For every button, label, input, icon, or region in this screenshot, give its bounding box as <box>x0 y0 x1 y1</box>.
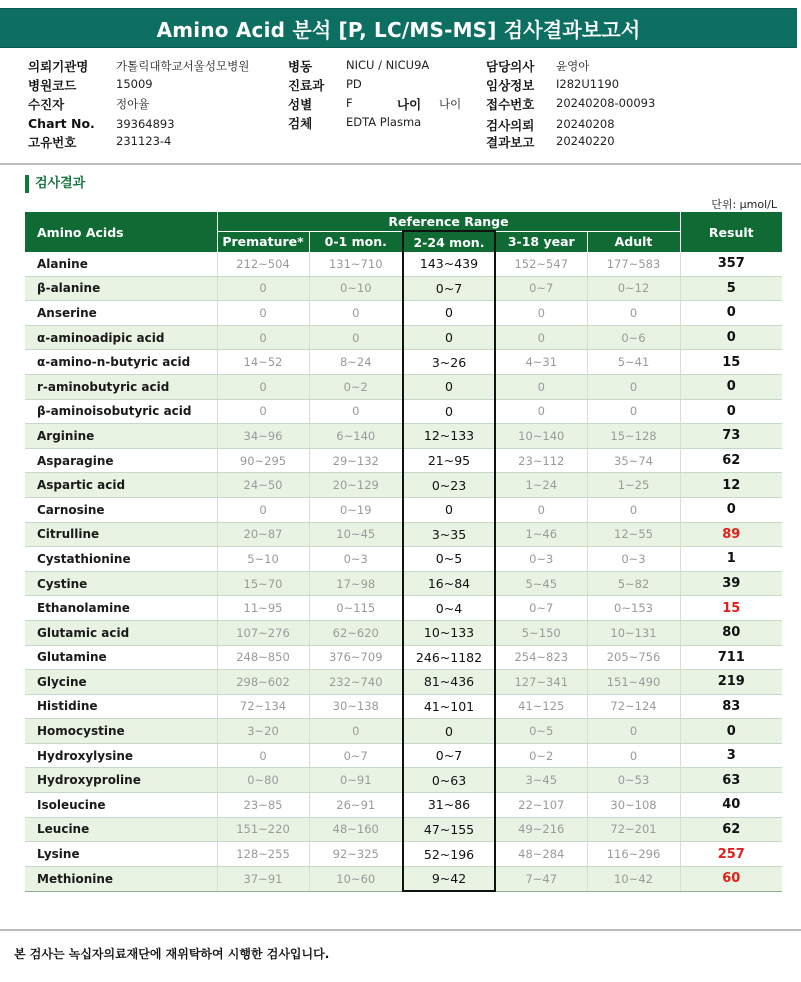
table-row <box>25 325 782 350</box>
amino-acid-name: Glutamine <box>25 645 217 670</box>
reference-range-cell: 4~31 <box>495 350 587 375</box>
reference-range-cell: 10~42 <box>587 866 680 891</box>
report-title: Amino Acid 분석 [P, LC/MS-MS] 검사결과보고서 <box>0 8 797 48</box>
info-value-request-date: 20240208 <box>556 117 615 131</box>
table-row <box>25 620 782 645</box>
info-value-specimen: EDTA Plasma <box>346 115 422 129</box>
reference-range-cell: 12~55 <box>587 522 680 547</box>
reference-range-cell: 3~35 <box>403 522 495 547</box>
reference-range-cell: 10~133 <box>403 620 495 645</box>
reference-range-cell: 0 <box>587 743 680 768</box>
table-row <box>25 547 782 572</box>
info-value-doctor: 윤영아 <box>556 59 590 73</box>
amino-acid-name: Arginine <box>25 424 217 449</box>
table-row <box>25 817 782 842</box>
amino-acid-name: Hydroxylysine <box>25 743 217 768</box>
amino-acid-name: Carnosine <box>25 497 217 522</box>
result-value: 357 <box>680 252 782 276</box>
reference-range-cell: 0~10 <box>309 276 403 301</box>
reference-range-cell: 0~5 <box>495 719 587 744</box>
result-value: 15 <box>680 350 782 375</box>
amino-acid-name: β-alanine <box>25 276 217 301</box>
info-label-institution: 의뢰기관명 <box>28 59 89 74</box>
reference-range-cell: 49~216 <box>495 817 587 842</box>
reference-range-cell: 10~140 <box>495 424 587 449</box>
table-row <box>25 497 782 522</box>
reference-range-cell: 22~107 <box>495 793 587 818</box>
result-value: 15 <box>680 596 782 621</box>
header-adult: Adult <box>587 231 680 252</box>
info-label-specimen: 검체 <box>288 116 313 131</box>
table-row <box>25 448 782 473</box>
divider <box>0 163 801 165</box>
reference-range-cell: 0 <box>309 325 403 350</box>
amino-acid-name: Histidine <box>25 694 217 719</box>
reference-range-cell: 41~125 <box>495 694 587 719</box>
result-value: 0 <box>680 374 782 399</box>
result-value: 257 <box>680 842 782 867</box>
section-title: 검사결과 <box>25 175 85 193</box>
reference-range-cell: 0~80 <box>217 768 309 793</box>
info-value-department: PD <box>346 77 362 91</box>
reference-range-cell: 0~7 <box>495 276 587 301</box>
reference-range-cell: 0~53 <box>587 768 680 793</box>
reference-range-cell: 143~439 <box>403 252 495 276</box>
table-row <box>25 473 782 498</box>
header-3-18-year: 3-18 year <box>495 231 587 252</box>
reference-range-cell: 5~82 <box>587 571 680 596</box>
reference-range-cell: 41~101 <box>403 694 495 719</box>
result-value: 0 <box>680 301 782 326</box>
amino-acid-name: Methionine <box>25 866 217 891</box>
amino-acid-name: Aspartic acid <box>25 473 217 498</box>
reference-range-cell: 0~2 <box>495 743 587 768</box>
reference-range-cell: 14~52 <box>217 350 309 375</box>
info-label-chart-no: Chart No. <box>28 116 95 131</box>
reference-range-cell: 34~96 <box>217 424 309 449</box>
patient-info-block <box>0 52 801 162</box>
reference-range-cell: 0 <box>403 399 495 424</box>
reference-range-cell: 0~63 <box>403 768 495 793</box>
amino-acid-name: Isoleucine <box>25 793 217 818</box>
reference-range-cell: 9~42 <box>403 866 495 891</box>
amino-acid-table <box>25 212 782 892</box>
reference-range-cell: 0 <box>495 399 587 424</box>
reference-range-cell: 0~7 <box>495 596 587 621</box>
reference-range-cell: 232~740 <box>309 670 403 695</box>
info-value-unique-no: 231123-4 <box>116 134 172 148</box>
reference-range-cell: 0~7 <box>403 743 495 768</box>
reference-range-cell: 0 <box>217 743 309 768</box>
reference-range-cell: 151~220 <box>217 817 309 842</box>
reference-range-cell: 48~284 <box>495 842 587 867</box>
info-label-report-date: 결과보고 <box>486 135 535 150</box>
reference-range-cell: 0 <box>217 374 309 399</box>
reference-range-cell: 17~98 <box>309 571 403 596</box>
info-value-ward: NICU / NICU9A <box>346 58 430 72</box>
reference-range-cell: 0 <box>587 719 680 744</box>
reference-range-cell: 1~24 <box>495 473 587 498</box>
info-label-hospital-code: 병원코드 <box>28 78 77 93</box>
reference-range-cell: 1~25 <box>587 473 680 498</box>
reference-range-cell: 37~91 <box>217 866 309 891</box>
table-row <box>25 374 782 399</box>
table-row <box>25 252 782 276</box>
result-value: 0 <box>680 325 782 350</box>
reference-range-cell: 16~84 <box>403 571 495 596</box>
reference-range-cell: 11~95 <box>217 596 309 621</box>
table-row <box>25 866 782 891</box>
reference-range-cell: 0~3 <box>495 547 587 572</box>
reference-range-cell: 30~138 <box>309 694 403 719</box>
reference-range-cell: 131~710 <box>309 252 403 276</box>
result-value: 39 <box>680 571 782 596</box>
info-label-request-date: 검사의뢰 <box>486 118 535 133</box>
reference-range-cell: 0~7 <box>309 743 403 768</box>
reference-range-cell: 90~295 <box>217 448 309 473</box>
reference-range-cell: 0~3 <box>309 547 403 572</box>
reference-range-cell: 3~20 <box>217 719 309 744</box>
reference-range-cell: 35~74 <box>587 448 680 473</box>
reference-range-cell: 0 <box>587 497 680 522</box>
info-value-sex: F <box>346 96 353 110</box>
amino-acid-name: Glutamic acid <box>25 620 217 645</box>
table-row <box>25 694 782 719</box>
result-value: 711 <box>680 645 782 670</box>
result-value: 60 <box>680 866 782 891</box>
result-value: 63 <box>680 768 782 793</box>
reference-range-cell: 23~85 <box>217 793 309 818</box>
reference-range-cell: 0 <box>495 497 587 522</box>
amino-acid-name: Anserine <box>25 301 217 326</box>
reference-range-cell: 0~2 <box>309 374 403 399</box>
reference-range-cell: 62~620 <box>309 620 403 645</box>
reference-range-cell: 72~201 <box>587 817 680 842</box>
reference-range-cell: 0 <box>217 276 309 301</box>
reference-range-cell: 10~131 <box>587 620 680 645</box>
reference-range-cell: 0~115 <box>309 596 403 621</box>
amino-acid-name: Asparagine <box>25 448 217 473</box>
reference-range-cell: 0~3 <box>587 547 680 572</box>
reference-range-cell: 151~490 <box>587 670 680 695</box>
reference-range-cell: 81~436 <box>403 670 495 695</box>
info-label-sex: 성별 <box>288 97 313 112</box>
reference-range-cell: 15~70 <box>217 571 309 596</box>
reference-range-cell: 0 <box>495 325 587 350</box>
header-0-1-mon: 0-1 mon. <box>309 231 403 252</box>
info-value-report-date: 20240220 <box>556 134 615 148</box>
reference-range-cell: 52~196 <box>403 842 495 867</box>
amino-acid-name: Alanine <box>25 252 217 276</box>
reference-range-cell: 127~341 <box>495 670 587 695</box>
reference-range-cell: 92~325 <box>309 842 403 867</box>
table-row <box>25 571 782 596</box>
info-label-doctor: 담당의사 <box>486 59 535 74</box>
reference-range-cell: 20~87 <box>217 522 309 547</box>
reference-range-cell: 298~602 <box>217 670 309 695</box>
reference-range-cell: 10~60 <box>309 866 403 891</box>
table-row <box>25 670 782 695</box>
table-row <box>25 645 782 670</box>
reference-range-cell: 246~1182 <box>403 645 495 670</box>
table-row <box>25 276 782 301</box>
result-value: 62 <box>680 448 782 473</box>
result-value: 219 <box>680 670 782 695</box>
reference-range-cell: 0 <box>217 325 309 350</box>
reference-range-cell: 72~124 <box>587 694 680 719</box>
reference-range-cell: 0~153 <box>587 596 680 621</box>
reference-range-cell: 0 <box>309 719 403 744</box>
table-row <box>25 424 782 449</box>
reference-range-cell: 12~133 <box>403 424 495 449</box>
reference-range-cell: 152~547 <box>495 252 587 276</box>
amino-acid-rows <box>25 252 782 891</box>
header-result: Result <box>680 212 782 252</box>
amino-acid-name: Homocystine <box>25 719 217 744</box>
reference-range-cell: 0~23 <box>403 473 495 498</box>
reference-range-cell: 0 <box>403 301 495 326</box>
header-2-24-mon: 2-24 mon. <box>403 231 495 252</box>
amino-acid-name: r-aminobutyric acid <box>25 374 217 399</box>
amino-acid-name: Glycine <box>25 670 217 695</box>
reference-range-cell: 177~583 <box>587 252 680 276</box>
reference-range-cell: 212~504 <box>217 252 309 276</box>
amino-acid-name: Cystathionine <box>25 547 217 572</box>
reference-range-cell: 3~26 <box>403 350 495 375</box>
info-label-patient: 수진자 <box>28 97 65 112</box>
reference-range-cell: 0 <box>587 399 680 424</box>
amino-acid-name: Hydroxyproline <box>25 768 217 793</box>
reference-range-cell: 7~47 <box>495 866 587 891</box>
table-row <box>25 793 782 818</box>
reference-range-cell: 0 <box>403 719 495 744</box>
amino-acid-name: Lysine <box>25 842 217 867</box>
reference-range-cell: 8~24 <box>309 350 403 375</box>
reference-range-cell: 0 <box>217 301 309 326</box>
reference-range-cell: 3~45 <box>495 768 587 793</box>
header-amino-acids: Amino Acids <box>25 212 217 252</box>
reference-range-cell: 116~296 <box>587 842 680 867</box>
reference-range-cell: 30~108 <box>587 793 680 818</box>
reference-range-cell: 0~7 <box>403 276 495 301</box>
reference-range-cell: 24~50 <box>217 473 309 498</box>
reference-range-cell: 0 <box>403 374 495 399</box>
result-value: 0 <box>680 497 782 522</box>
info-value-chart-no: 39364893 <box>116 117 175 131</box>
reference-range-cell: 205~756 <box>587 645 680 670</box>
info-label-department: 진료과 <box>288 78 325 93</box>
table-row <box>25 350 782 375</box>
reference-range-cell: 248~850 <box>217 645 309 670</box>
result-value: 1 <box>680 547 782 572</box>
reference-range-cell: 0 <box>217 399 309 424</box>
reference-range-cell: 0~4 <box>403 596 495 621</box>
amino-acid-name: β-aminoisobutyric acid <box>25 399 217 424</box>
result-value: 0 <box>680 719 782 744</box>
amino-acid-name: Cystine <box>25 571 217 596</box>
info-label-receipt-no: 접수번호 <box>486 97 535 112</box>
result-value: 40 <box>680 793 782 818</box>
result-value: 62 <box>680 817 782 842</box>
info-value-receipt-no: 20240208-00093 <box>556 96 656 110</box>
reference-range-cell: 0 <box>587 301 680 326</box>
reference-range-cell: 254~823 <box>495 645 587 670</box>
amino-acid-name: α-amino-n-butyric acid <box>25 350 217 375</box>
footer-divider <box>0 929 801 931</box>
reference-range-cell: 0 <box>309 399 403 424</box>
result-value: 80 <box>680 620 782 645</box>
reference-range-cell: 5~10 <box>217 547 309 572</box>
reference-range-cell: 20~129 <box>309 473 403 498</box>
table-row <box>25 719 782 744</box>
reference-range-cell: 376~709 <box>309 645 403 670</box>
reference-range-cell: 107~276 <box>217 620 309 645</box>
reference-range-cell: 0~12 <box>587 276 680 301</box>
result-value: 12 <box>680 473 782 498</box>
reference-range-cell: 5~150 <box>495 620 587 645</box>
result-value: 3 <box>680 743 782 768</box>
reference-range-cell: 5~41 <box>587 350 680 375</box>
reference-range-cell: 29~132 <box>309 448 403 473</box>
reference-range-cell: 128~255 <box>217 842 309 867</box>
reference-range-cell: 6~140 <box>309 424 403 449</box>
table-row <box>25 768 782 793</box>
result-value: 83 <box>680 694 782 719</box>
result-value: 0 <box>680 399 782 424</box>
reference-range-cell: 72~134 <box>217 694 309 719</box>
header-premature: Premature* <box>217 231 309 252</box>
reference-range-cell: 5~45 <box>495 571 587 596</box>
reference-range-cell: 0~5 <box>403 547 495 572</box>
amino-acid-name: Citrulline <box>25 522 217 547</box>
table-row <box>25 522 782 547</box>
reference-range-cell: 0~6 <box>587 325 680 350</box>
amino-acid-name: Ethanolamine <box>25 596 217 621</box>
result-value: 89 <box>680 522 782 547</box>
footer-note: 본 검사는 녹십자의료재단에 재위탁하여 시행한 검사입니다. <box>14 947 330 961</box>
reference-range-cell: 21~95 <box>403 448 495 473</box>
info-value-clinical-info: I282U1190 <box>556 77 620 91</box>
reference-range-cell: 47~155 <box>403 817 495 842</box>
reference-range-cell: 0~91 <box>309 768 403 793</box>
reference-range-cell: 0 <box>217 497 309 522</box>
reference-range-cell: 31~86 <box>403 793 495 818</box>
result-value: 73 <box>680 424 782 449</box>
reference-range-cell: 0 <box>587 374 680 399</box>
info-value-patient: 정아율 <box>116 97 150 111</box>
header-reference-range: Reference Range <box>217 212 680 231</box>
reference-range-cell: 15~128 <box>587 424 680 449</box>
info-label-age: 나이 <box>397 97 422 112</box>
reference-range-cell: 0 <box>309 301 403 326</box>
amino-acid-name: α-aminoadipic acid <box>25 325 217 350</box>
reference-range-cell: 0 <box>495 301 587 326</box>
table-row <box>25 743 782 768</box>
reference-range-cell: 1~46 <box>495 522 587 547</box>
reference-range-cell: 0 <box>495 374 587 399</box>
info-value-age: 나이 <box>439 97 462 111</box>
info-value-hospital-code: 15009 <box>116 77 153 91</box>
table-row <box>25 842 782 867</box>
reference-range-cell: 0~19 <box>309 497 403 522</box>
table-row <box>25 596 782 621</box>
reference-range-cell: 23~112 <box>495 448 587 473</box>
info-label-unique-no: 고유번호 <box>28 135 77 150</box>
reference-range-cell: 0 <box>403 325 495 350</box>
table-row <box>25 301 782 326</box>
reference-range-cell: 48~160 <box>309 817 403 842</box>
reference-range-cell: 0 <box>403 497 495 522</box>
info-label-ward: 병동 <box>288 59 313 74</box>
amino-acid-name: Leucine <box>25 817 217 842</box>
reference-range-cell: 10~45 <box>309 522 403 547</box>
unit-label: 단위: μmol/L <box>711 198 777 211</box>
result-value: 5 <box>680 276 782 301</box>
reference-range-cell: 26~91 <box>309 793 403 818</box>
info-label-clinical-info: 임상정보 <box>486 78 535 93</box>
info-value-institution: 가톨릭대학교서울성모병원 <box>116 59 250 73</box>
table-row <box>25 399 782 424</box>
